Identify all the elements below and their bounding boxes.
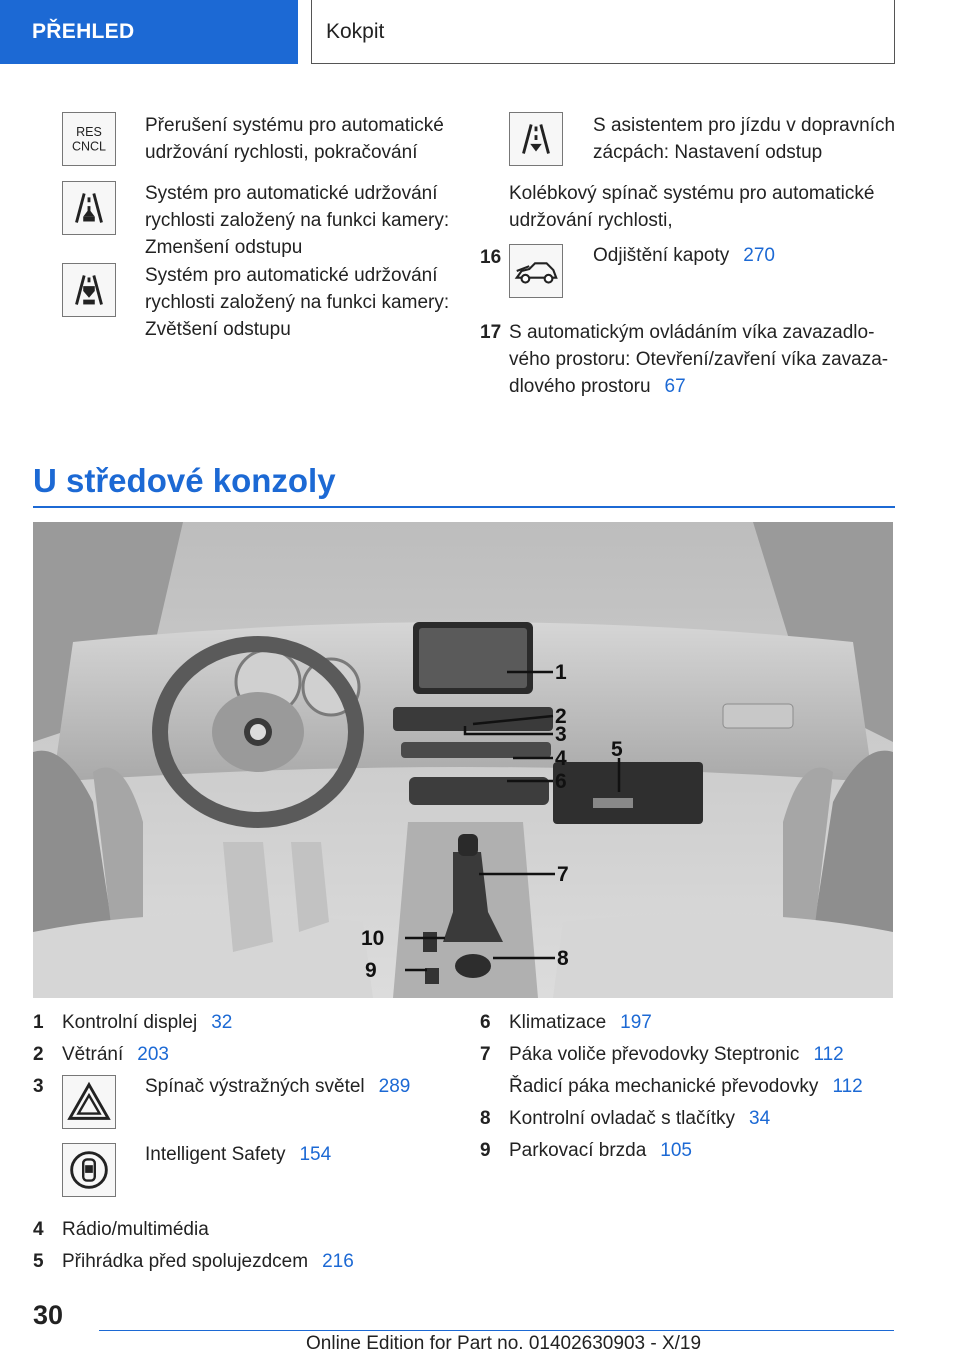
- item-16-text: Odjištění kapoty: [593, 245, 730, 266]
- item-7b-text: Řadicí páka mechanické převodovky: [509, 1076, 819, 1097]
- item-7b-entry: [509, 1073, 863, 1100]
- distance-increase-icon: [62, 263, 116, 317]
- page-number: 30: [33, 1300, 64, 1330]
- item-3b-text: Intelligent Safety: [145, 1144, 286, 1165]
- item-5-text: Přihrádka před spolujezdcem: [62, 1251, 309, 1272]
- item-5-page-link[interactable]: 216: [322, 1251, 354, 1272]
- item-7b-page-link[interactable]: 112: [832, 1076, 863, 1097]
- heading-rule: [33, 506, 895, 508]
- item-3-number: 3: [33, 1076, 44, 1097]
- item-7-page-link[interactable]: 112: [813, 1044, 844, 1065]
- callout-7: 7: [557, 863, 569, 886]
- callout-8: 8: [557, 947, 569, 970]
- item-16-number: 16: [480, 247, 502, 268]
- callout-5: 5: [611, 738, 623, 761]
- item-5-number: 5: [33, 1251, 44, 1272]
- section-tab: PŘEHLED: [0, 0, 298, 64]
- item-6-entry: [509, 1009, 652, 1036]
- item-17-entry: [509, 319, 894, 400]
- item-1-entry: [62, 1009, 232, 1036]
- item-17-text: S automatickým ovládáním víka zavazadlového prostoru: Otevření/zavření víka zavazadlového prostoru: [509, 322, 889, 397]
- item-6-page-link[interactable]: 197: [620, 1012, 652, 1033]
- item-4-number: 4: [33, 1219, 44, 1240]
- callout-1: 1: [555, 661, 567, 684]
- jam-assist-description: S asistentem pro jízdu v dopravních zácpách: Nastavení odstup: [593, 115, 896, 163]
- footer-edition: Online Edition for Part no. 01402630903 - X/19: [306, 1333, 702, 1354]
- callout-2: 2: [555, 705, 567, 728]
- item-9-entry: [509, 1137, 692, 1164]
- item-3b-entry: [145, 1141, 331, 1168]
- item-8-number: 8: [480, 1108, 491, 1129]
- item-16-page-link[interactable]: 270: [743, 245, 775, 266]
- item-5-entry: [62, 1248, 354, 1275]
- distance-decrease-description: Systém pro automatické udržování rychlosti založený na funkci kamery: Zmenšení odstupu: [145, 183, 450, 258]
- item-6-number: 6: [480, 1012, 491, 1033]
- item-4-text: Rádio/multimédia: [62, 1219, 209, 1240]
- item-2-number: 2: [33, 1044, 44, 1065]
- cncl-text: CNCL: [71, 139, 107, 154]
- chapter-title: Kokpit: [311, 0, 895, 64]
- intelligent-safety-icon: [62, 1143, 116, 1197]
- distance-increase-description: Systém pro automatické udržování rychlosti založený na funkci kamery: Zvětšení odstupu: [145, 265, 450, 340]
- item-2-text: Větrání: [62, 1044, 124, 1065]
- item-17-number: 17: [480, 322, 502, 343]
- item-16-entry: [593, 242, 775, 269]
- res-cncl-icon: [62, 112, 116, 166]
- hazard-warning-icon: [62, 1075, 116, 1129]
- item-3-entry: [145, 1073, 410, 1100]
- callout-3: 3: [555, 723, 567, 746]
- item-8-page-link[interactable]: 34: [749, 1108, 771, 1129]
- traffic-jam-assist-icon: [509, 112, 563, 166]
- item-7-text: Páka voliče převodovky Steptronic: [509, 1044, 800, 1065]
- distance-decrease-icon: [62, 181, 116, 235]
- item-1-page-link[interactable]: 32: [211, 1012, 233, 1033]
- callout-9: 9: [365, 959, 377, 982]
- callout-4: 4: [555, 747, 567, 770]
- item-3-page-link[interactable]: 289: [378, 1076, 411, 1097]
- item-6-text: Klimatizace: [509, 1012, 607, 1033]
- dashboard-photo: [33, 522, 893, 998]
- car-hood-icon: [509, 244, 563, 298]
- item-1-number: 1: [33, 1012, 44, 1033]
- item-17-page-link[interactable]: 67: [664, 376, 686, 397]
- item-2-entry: [62, 1041, 169, 1068]
- res-cncl-description: Přerušení systému pro automatické udržování rychlosti, pokračování: [145, 115, 444, 163]
- res-text: RES: [76, 125, 102, 140]
- item-9-page-link[interactable]: 105: [660, 1140, 692, 1161]
- callout-10: 10: [361, 927, 385, 950]
- item-7-number: 7: [480, 1044, 491, 1065]
- item-7-entry: [509, 1041, 844, 1068]
- callout-6: 6: [555, 770, 567, 793]
- footer-rule: [99, 1330, 894, 1331]
- item-8-text: Kontrolní ovladač s tlačítky: [509, 1108, 735, 1129]
- item-1-text: Kontrolní displej: [62, 1012, 198, 1033]
- item-8-entry: [509, 1105, 770, 1132]
- rocker-switch-note: Kolébkový spínač systému pro automatické udržování rychlosti,: [509, 183, 875, 231]
- item-9-number: 9: [480, 1140, 491, 1161]
- item-9-text: Parkovací brzda: [509, 1140, 647, 1161]
- item-3b-page-link[interactable]: 154: [299, 1144, 332, 1165]
- item-3-text: Spínač výstražných světel: [145, 1076, 365, 1097]
- section-heading: U středové konzoly: [33, 462, 336, 499]
- item-2-page-link[interactable]: 203: [137, 1044, 169, 1065]
